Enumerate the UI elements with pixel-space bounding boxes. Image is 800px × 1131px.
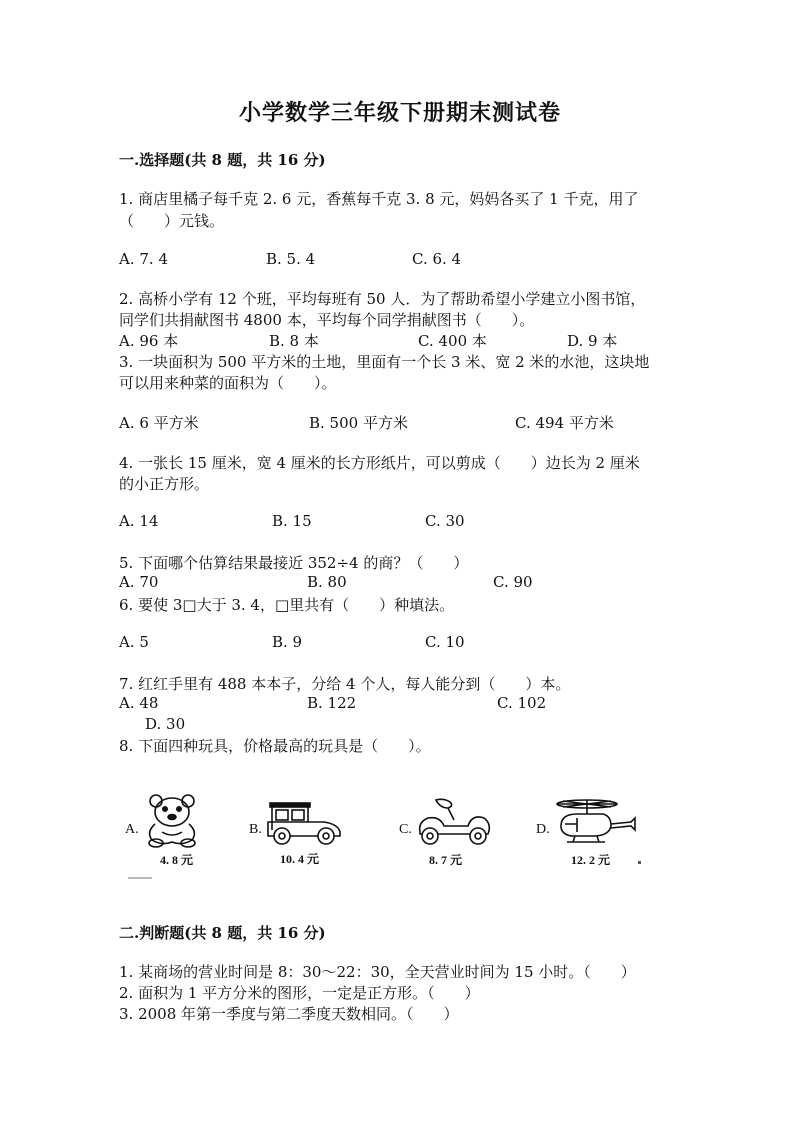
q4-option-a: A. 14: [119, 512, 159, 530]
question-4-line-1: 4. 一张长 15 厘米，宽 4 厘米的长方形纸片，可以剪成（ ）边长为 2 厘米: [119, 454, 640, 472]
q3-option-c: C. 494 平方米: [515, 414, 614, 432]
toy-c-label: C.: [399, 822, 412, 837]
q5-option-b: B. 80: [307, 573, 347, 591]
q1-option-b: B. 5. 4: [266, 250, 316, 268]
page-title: 小学数学三年级下册期末测试卷: [238, 100, 561, 126]
question-1-line-2: （ ）元钱。: [119, 212, 225, 230]
q6-option-b: B. 9: [272, 633, 303, 651]
section-2-header: 二.判断题(共 8 题，共 16 分): [119, 924, 326, 942]
toy-d-price: 12. 2 元: [571, 853, 611, 867]
toy-c-price: 8. 7 元: [429, 853, 463, 867]
question-3-line-1: 3. 一块面积为 500 平方米的土地，里面有一个长 3 米、宽 2 米的水池，这块地: [119, 353, 650, 371]
judgement-1: 1. 某商场的营业时间是 8：30～22：30，全天营业时间为 15 小时。（ ）: [119, 963, 636, 981]
question-2-line-2: 同学们共捐献图书 4800 本，平均每个同学捐献图书（ ）。: [119, 311, 535, 329]
question-6-line-1: 6. 要使 3□大于 3. 4，□里共有（ ）种填法。: [119, 596, 455, 614]
question-4-line-2: 的小正方形。: [119, 475, 210, 493]
question-5-line-1: 5. 下面哪个估算结果最接近 352÷4 的商？（ ）: [119, 554, 469, 572]
q2-option-d: D. 9 本: [567, 332, 618, 350]
toy-a-label: A.: [125, 822, 139, 837]
q2-option-c: C. 400 本: [418, 332, 487, 350]
q7-option-c: C. 102: [497, 694, 547, 712]
toy-b-label: B.: [249, 822, 262, 837]
question-2-line-1: 2. 高桥小学有 12 个班，平均每班有 50 人．为了帮助希望小学建立小图书馆，: [119, 290, 646, 308]
toy-d-label: D.: [536, 822, 550, 837]
helicopter-toy-icon: [553, 798, 637, 848]
question-3-line-2: 可以用来种菜的面积为（ ）。: [119, 374, 337, 392]
q5-option-a: A. 70: [119, 573, 159, 591]
q4-option-c: C. 30: [425, 512, 465, 530]
toy-b-price: 10. 4 元: [280, 852, 320, 866]
q7-option-b: B. 122: [307, 694, 357, 712]
q7-option-d: D. 30: [145, 715, 186, 733]
q3-option-a: A. 6 平方米: [119, 414, 199, 432]
q5-option-c: C. 90: [493, 573, 533, 591]
q4-option-b: B. 15: [272, 512, 312, 530]
question-7-line-1: 7. 红红手里有 488 本本子，分给 4 个人，每人能分到（ ）本。: [119, 675, 571, 693]
toy-a-price: 4. 8 元: [160, 853, 194, 867]
q6-option-c: C. 10: [425, 633, 465, 651]
q1-option-a: A. 7. 4: [119, 250, 168, 268]
judgement-3: 3. 2008 年第一季度与第二季度天数相同。（ ）: [119, 1005, 459, 1023]
judgement-2: 2. 面积为 1 平方分米的图形，一定是正方形。（ ）: [119, 984, 480, 1002]
section-1-header: 一.选择题(共 8 题，共 16 分): [119, 151, 326, 169]
q2-option-b: B. 8 本: [269, 332, 319, 350]
q7-option-a: A. 48: [119, 694, 159, 712]
scan-mark: [128, 877, 152, 879]
q1-option-c: C. 6. 4: [412, 250, 462, 268]
bear-toy-icon: [142, 792, 204, 850]
car-toy-icon: [264, 800, 346, 846]
scan-dot: [638, 861, 641, 864]
scooter-toy-icon: [414, 796, 494, 848]
q3-option-b: B. 500 平方米: [309, 414, 408, 432]
q2-option-a: A. 96 本: [119, 332, 179, 350]
question-8-line-1: 8. 下面四种玩具，价格最高的玩具是（ ）。: [119, 737, 431, 755]
q6-option-a: A. 5: [119, 633, 149, 651]
question-1-line-1: 1. 商店里橘子每千克 2. 6 元，香蕉每千克 3. 8 元，妈妈各买了 1 千克，用了: [119, 190, 639, 208]
